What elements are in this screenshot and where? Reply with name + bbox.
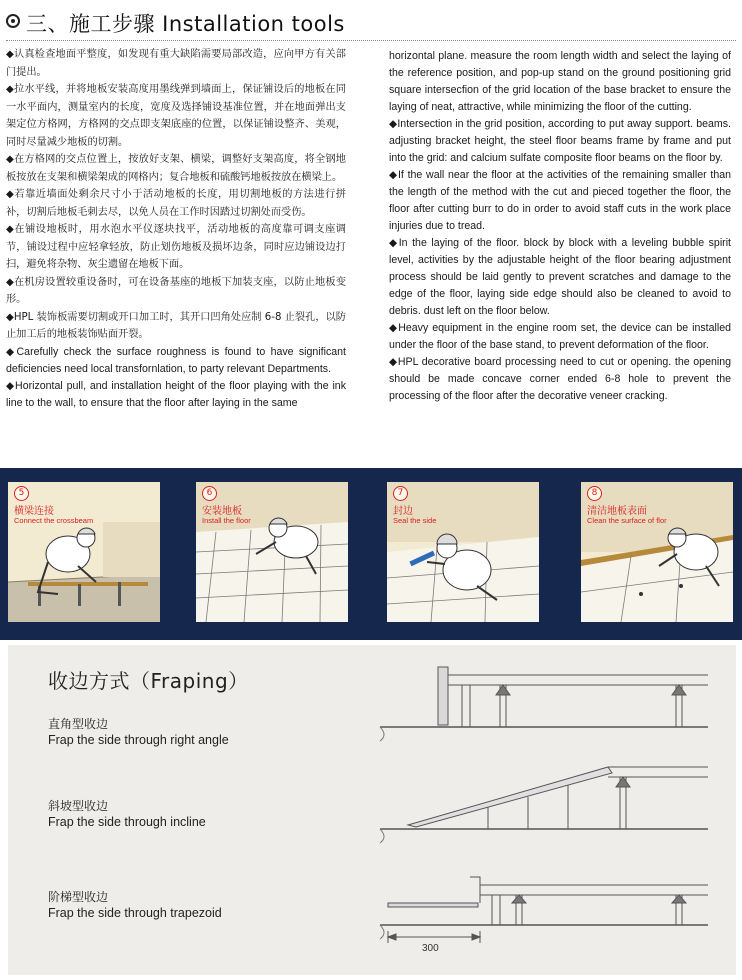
paragraph: ◆在机房设置较重设备时，可在设备基座的地板下加装支座，以防止地板变形。	[6, 276, 346, 305]
paragraph: ◆在铺设地板时，用水泡水平仪逐块找平，活动地板的高度靠可调支座调节，铺设过程中应轻拿轻放，防止划伤地板及损坏边条，同时应边铺设边打扫，避免将杂物、灰尘遗留在地板下面。	[6, 224, 346, 270]
paragraph: ◆HPL 装饰板需要切割或开口加工时，其开口凹角处应制 6-8 止裂孔，以防止加工后的地板装饰贴面开裂。	[6, 311, 346, 340]
paragraph: ◆Heavy equipment in the engine room set, the device can be installed under the floor of the base stand, to prevent deformation of the floor.	[389, 322, 731, 351]
step-title: 横梁连接	[14, 506, 54, 517]
fraping-item-subtitle: Frap the side through trapezoid	[48, 906, 222, 920]
step-panel	[387, 482, 539, 622]
fraping-drawings	[8, 645, 736, 975]
fraping-item-subtitle: Frap the side through right angle	[48, 733, 229, 747]
section-header	[6, 8, 736, 38]
left-text-column	[6, 46, 346, 412]
section-title: 三、施工步骤 Installation tools	[26, 12, 345, 36]
paragraph: ◆Horizontal pull, and installation height of the floor playing with the ink line to the wall, to ensure that the floor after laying in the same	[6, 379, 346, 409]
dimension-label: 300	[422, 943, 439, 954]
fraping-item-title: 直角型收边	[48, 717, 109, 731]
paragraph: ◆在方格网的交点位置上，按放好支架、横梁，调整好支架高度，将全钢地板按放在支架和横梁架成的网格内；复合地板和硫酸钙地板按放在横梁上。	[6, 154, 346, 183]
paragraph: ◆If the wall near the floor at the activities of the remaining smaller than the length of the method with the cut and pieced together the floor, the floor after cutting burr to do in order to avoid staff cuts in the work place injuries due to tread.	[389, 169, 731, 232]
step-panel	[581, 482, 733, 622]
step-number: 6	[202, 486, 217, 501]
paragraph: ◆拉水平线，并将地板安装高度用墨线弹到墙面上，保证铺设后的地板在同一水平面内，测量室内的长度，宽度及选择铺设基准位置，并在地面弹出支架定位方格网，方格网的交点即支架底座的位置，以保证铺设整齐、美观，同时尽量减少地板的切割。	[6, 84, 346, 148]
header-divider	[6, 40, 736, 41]
step-title: 封边	[393, 506, 413, 517]
paragraph: ◆In the laying of the floor. block by block with a leveling bubble spirit level, activities by the adjustable height of the floor bearing adjustment process should be laid gently to prevent scratches and damage to the edge of the floor, laying side edge should also be cleaned to avoid to debris. dust left on the floor below.	[389, 237, 731, 317]
fraping-section	[8, 645, 736, 975]
installation-steps-band	[0, 468, 742, 640]
right-angle-edge-drawing	[380, 667, 708, 741]
fraping-item-title: 阶梯型收边	[48, 890, 109, 904]
paragraph: ◆若靠近墙面处剩余尺寸小于活动地板的长度，用切割地板的方法进行拼补，切割后地板毛刺去尽，以免人员在工作时因踏过切割处而受伤。	[6, 189, 346, 218]
step-number: 5	[14, 486, 29, 501]
paragraph: horizontal plane. measure the room length width and select the laying of the reference position, and pop-up stand on the ground positioning grid square intersecfion of the grid location of the base bracket to ensure the laying of neat, attractive, while minimizing the floor of the cutting.	[389, 50, 731, 113]
fraping-title: 收边方式（Fraping）	[48, 669, 249, 693]
trapezoid-edge-drawing	[380, 877, 708, 943]
paragraph: ◆Carefully check the surface roughness is found to have significant deficiencies need local transfornlation, to party relevant Departments.	[6, 345, 346, 375]
step-number: 7	[393, 486, 408, 501]
target-bullet-icon	[6, 14, 20, 28]
paragraph: ◆HPL decorative board processing need to cut or opening. the opening should be made concave corner ended 6-8 hole to prevent the processing of the floor after the decorative veneer cracking.	[389, 356, 731, 402]
paragraph: ◆认真检查地面平整度，如发现有重大缺陷需要局部改造，应向甲方有关部门提出。	[6, 49, 346, 78]
step-panel	[8, 482, 160, 622]
step-subtitle: Connect the crossbeam	[14, 516, 94, 525]
paragraph: ◆Intersection in the grid position, according to put away support. beams. adjusting bracket height, the steel floor beams frame by frame and put into the grid: and calcium sulfate composite floor beams on the floor by.	[389, 118, 731, 164]
step-title: 安装地板	[202, 506, 242, 517]
step-subtitle: Clean the surface of flor	[587, 516, 667, 525]
right-text-column	[389, 48, 731, 405]
step-title: 清洁地板表面	[587, 506, 647, 517]
fraping-item-title: 斜坡型收边	[48, 799, 109, 813]
fraping-item-subtitle: Frap the side through incline	[48, 815, 206, 829]
step-panel	[196, 482, 348, 622]
step-subtitle: Seal the side	[393, 516, 437, 525]
step-number: 8	[587, 486, 602, 501]
step-subtitle: Install the floor	[202, 516, 251, 525]
incline-edge-drawing	[380, 767, 708, 843]
